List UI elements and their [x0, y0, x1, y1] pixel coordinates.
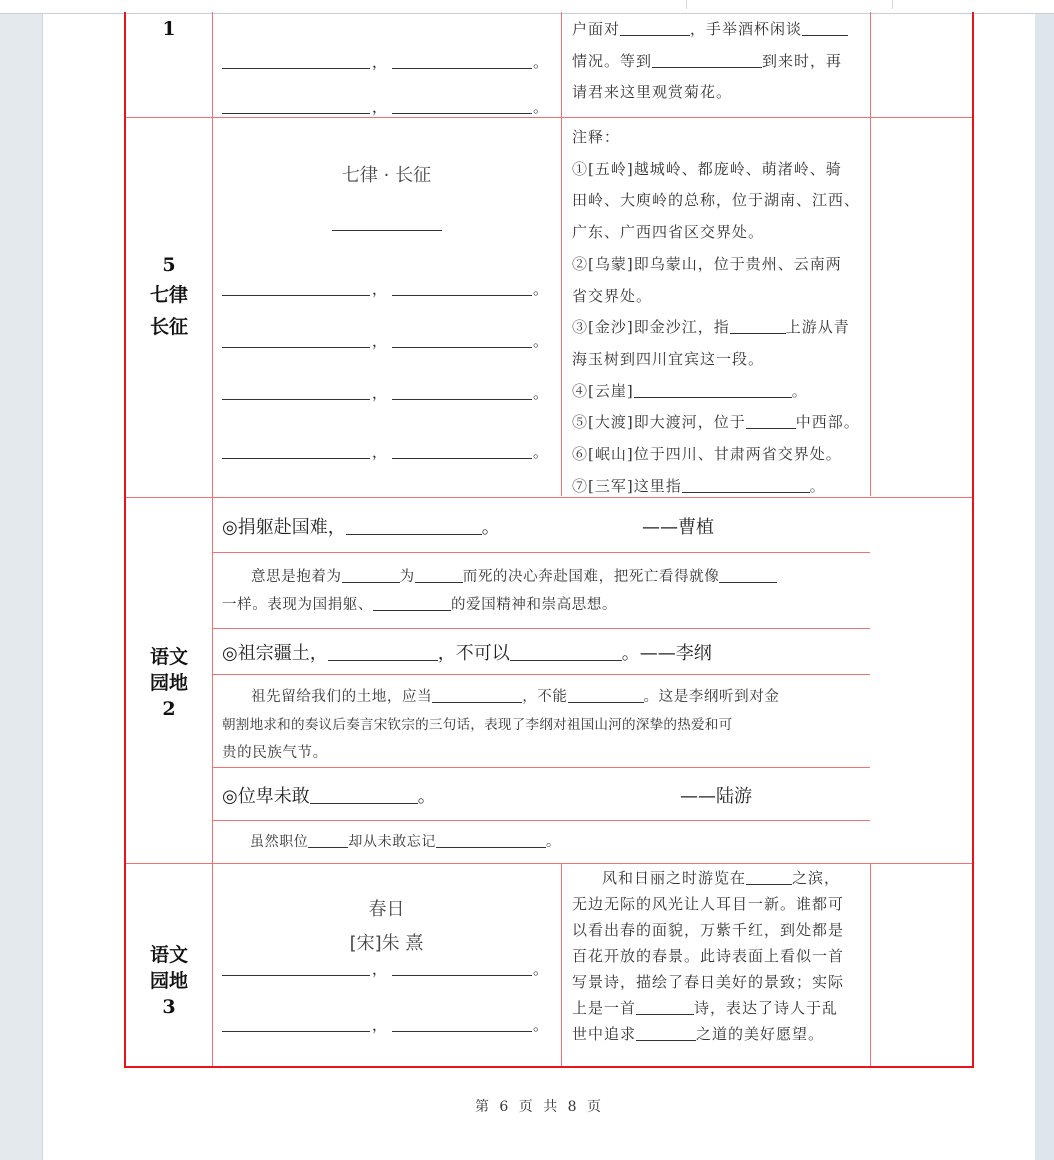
blank[interactable] [222, 294, 370, 296]
blank[interactable] [746, 870, 792, 885]
quote-author: ——陆游 [680, 786, 752, 807]
column-divider [870, 863, 871, 1066]
blank[interactable] [634, 383, 792, 398]
poem-recitation-cell [212, 863, 561, 1066]
scrollbar-track[interactable] [1035, 14, 1054, 1160]
poem-recitation-cell [212, 117, 561, 497]
fill-line: ， 。 [222, 52, 552, 72]
blank[interactable] [222, 346, 370, 348]
blank[interactable] [346, 516, 482, 535]
poem-explanation: 风和日丽之时游览在 之滨， 无边无际的风光让人耳目一新。谁都可 以看出春的面貌，万紫千红，到处都是 百花开放的春景。此诗表面上看似一首 写景诗，描绘了春日美好的景致；实际 上是一首 诗，表达了诗人于乱 世中追求 之道的美好愿望。 [572, 869, 845, 1043]
blank[interactable] [222, 67, 370, 69]
blank[interactable] [392, 974, 532, 976]
blank[interactable] [682, 478, 810, 493]
fill-line: ， 。 [222, 1015, 552, 1035]
poem-recitation-cell [212, 12, 561, 117]
row-label: 语文 园地 3 [149, 944, 188, 1018]
blank[interactable] [392, 67, 532, 69]
blank[interactable] [392, 112, 532, 114]
blank[interactable] [636, 1000, 694, 1015]
blank[interactable] [328, 642, 438, 661]
blank[interactable] [342, 568, 400, 583]
blank[interactable] [308, 833, 348, 848]
blank[interactable] [373, 596, 451, 611]
row-divider [212, 628, 870, 629]
poem-title: 春日 [368, 899, 405, 920]
fill-line: ， 。 [222, 383, 552, 403]
blank[interactable] [636, 1026, 696, 1041]
page-footer: 第 6 页 共 8 页 [474, 1099, 605, 1115]
fill-line: ， 。 [222, 959, 552, 979]
translation-text: 户面对 ，手举酒杯闲谈 情况。等到 到来时，再 请君来这里观赏菊花。 [572, 14, 848, 109]
row-label: 语文 园地 2 [149, 646, 188, 720]
blank[interactable] [392, 398, 532, 400]
annotations: 注释： ①[五岭]越城岭、都庞岭、萌渚岭、骑 田岭、大庾岭的总称，位于湖南、江西、 广东、广西四省区交界处。 ②[乌蒙]即乌蒙山，位于贵州、云南两 省交界处。 ③[金沙]即金沙江，指 上游从青 海玉树到四川宜宾这一段。 ④[云崖] 。 ⑤[大渡]即大渡河，位于 中西部。 ⑥[岷山]位于四川、甘肃两省交界处。 ⑦[三军]这里指 。 [572, 128, 861, 495]
blank[interactable] [730, 319, 786, 334]
row-divider [212, 820, 870, 821]
quote-li-gang: ◎祖宗疆土， ，不可以 。——李纲 [222, 643, 712, 664]
blank[interactable] [802, 21, 848, 36]
author-blank[interactable] [332, 229, 442, 231]
blank[interactable] [392, 457, 532, 459]
blank[interactable] [568, 688, 644, 703]
document-page [42, 14, 1037, 1160]
blank[interactable] [222, 457, 370, 459]
toolbar-divider [686, 0, 687, 9]
row-label: 1 [162, 18, 176, 40]
worksheet-table [124, 12, 974, 1068]
blank[interactable] [652, 53, 762, 68]
blank[interactable] [510, 642, 622, 661]
blank[interactable] [392, 1030, 532, 1032]
row-divider [212, 674, 870, 675]
fill-line: ， 。 [222, 331, 552, 351]
quote-author: ——曹植 [642, 517, 714, 538]
column-divider [870, 12, 871, 496]
quote-explanation: 祖先留给我们的土地，应当 ，不能 。这是李纲听到对金 朝割地求和的奏议后奏言宋钦宗的三句话，表现了李纲对祖国山河的深挚的热爱和可 贵的民族气节。 [222, 689, 780, 761]
blank[interactable] [392, 346, 532, 348]
column-divider [561, 12, 562, 496]
row-divider [212, 767, 870, 768]
poem-author: [宋]朱 熹 [349, 933, 424, 954]
blank[interactable] [222, 112, 370, 114]
blank[interactable] [392, 294, 532, 296]
blank[interactable] [620, 21, 690, 36]
row-divider [212, 552, 870, 553]
toolbar-divider [892, 0, 893, 9]
quote-explanation: 意思是抱着为 为 而死的决心奔赴国难，把死亡看得就像 一样。表现为国捐躯、 的爱国精神和崇高思想。 [222, 563, 860, 619]
poem-title: 七律 · 长征 [341, 165, 432, 186]
quote-explanation: 虽然职位 却从未敢忘记 。 [250, 834, 561, 850]
blank[interactable] [222, 974, 370, 976]
quote-cao-zhi: ◎捐躯赴国难， 。 [222, 517, 500, 538]
quote-lu-you: ◎位卑未敢 。 [222, 786, 436, 807]
column-divider [561, 863, 562, 1066]
blank[interactable] [415, 568, 463, 583]
fill-line: ， 。 [222, 279, 552, 299]
blank[interactable] [746, 414, 796, 429]
blank[interactable] [310, 785, 418, 804]
blank[interactable] [436, 833, 546, 848]
fill-line: ， 。 [222, 442, 552, 462]
row-label: 5 七律 长征 [149, 254, 188, 338]
fill-line: ， 。 [222, 97, 552, 117]
blank[interactable] [432, 688, 522, 703]
blank[interactable] [222, 398, 370, 400]
blank[interactable] [222, 1030, 370, 1032]
blank[interactable] [719, 568, 777, 583]
